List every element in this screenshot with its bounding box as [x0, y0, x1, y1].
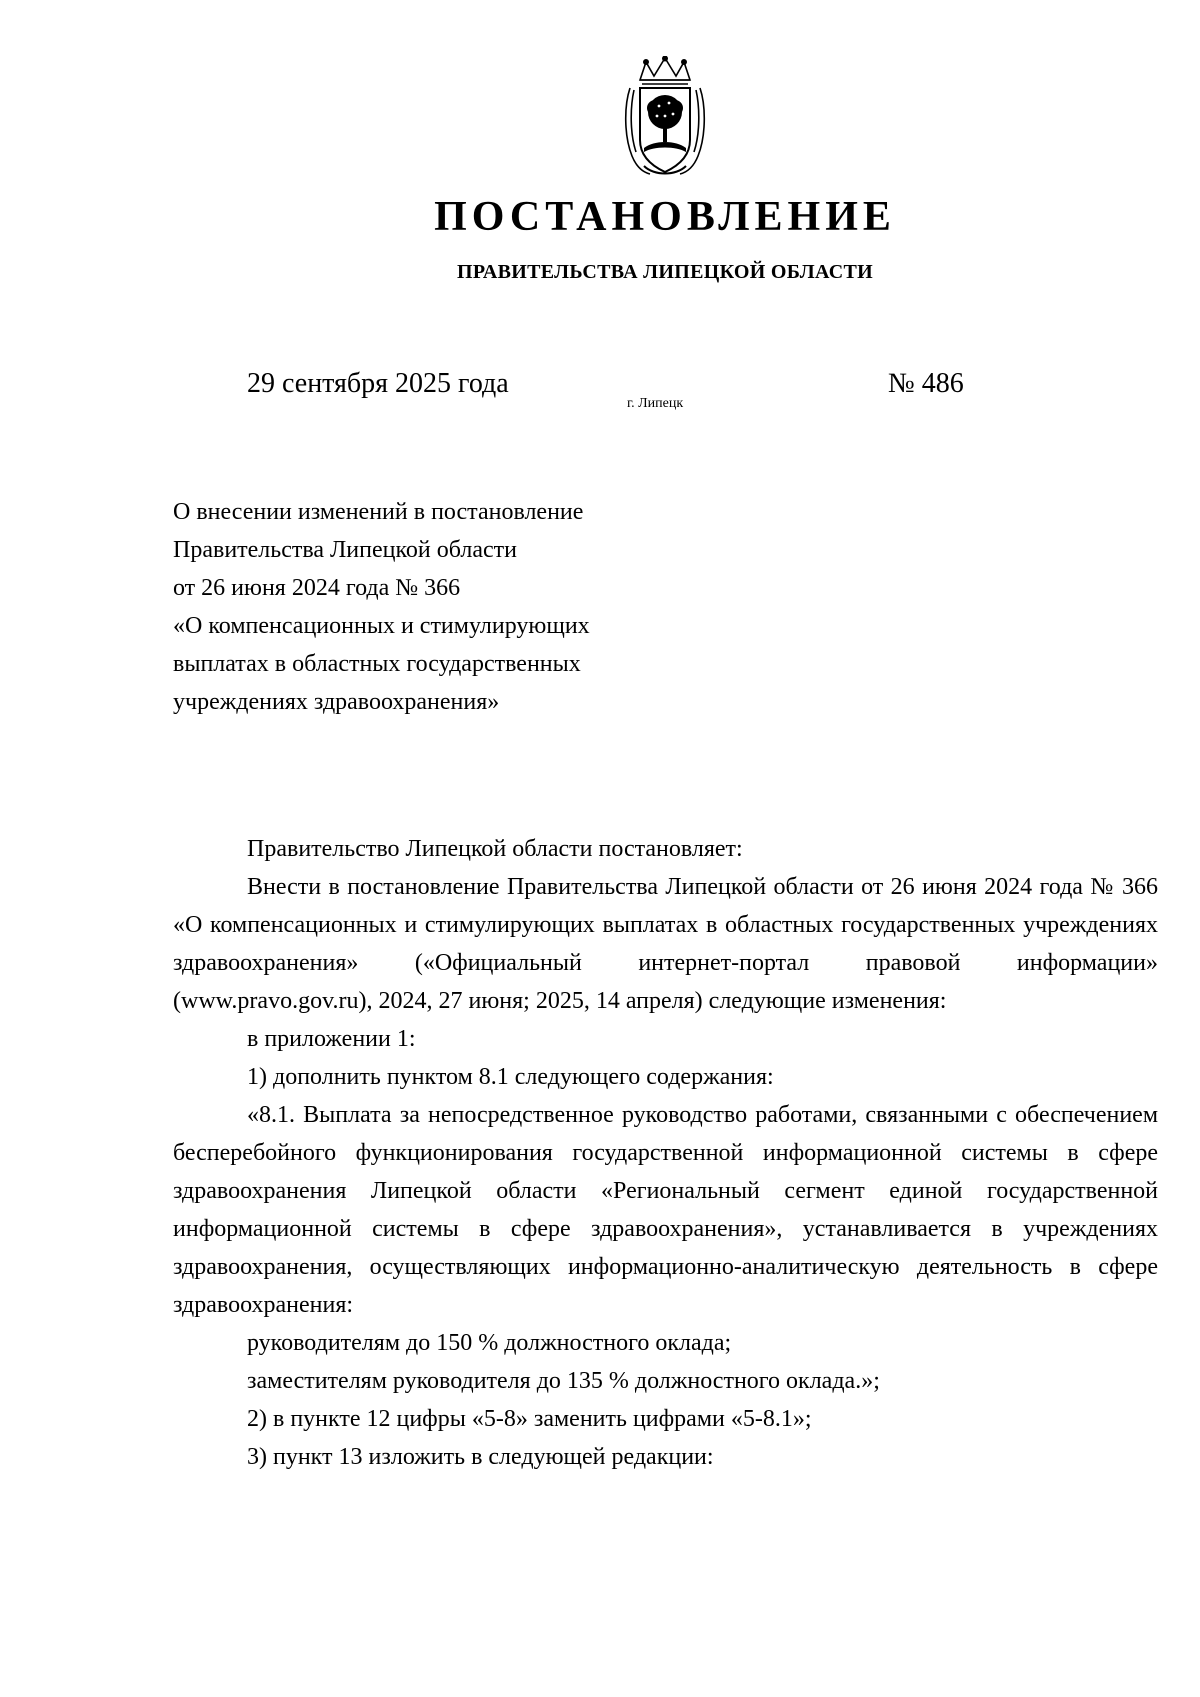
body-paragraph: руководителям до 150 % должностного оклада;	[247, 1330, 732, 1356]
issuing-authority: ПРАВИТЕЛЬСТВА ЛИПЕЦКОЙ ОБЛАСТИ	[457, 261, 873, 283]
document-subject	[173, 493, 590, 721]
body-paragraph: 1) дополнить пунктом 8.1 следующего содержания:	[247, 1064, 774, 1090]
document-number: № 486	[888, 368, 964, 399]
subject-line: от 26 июня 2024 года № 366	[173, 575, 461, 601]
body-paragraph: Правительство Липецкой области постановляет:	[247, 836, 743, 862]
body-paragraph: 3) пункт 13 изложить в следующей редакции:	[247, 1444, 714, 1470]
body-paragraph: «8.1. Выплата за непосредственное руководство работами, связанными с обеспечением бесперебойного функционирования государственной информационной системы в сфере здравоохранения Липецкой области «Региональный сегмент единой государственной информационной системы в сфере здравоохранения», устанавливается в учреждениях здравоохранения, осуществляющих информационно-аналитическую деятельность в сфере здравоохранения:	[173, 1102, 1158, 1318]
document-body	[173, 830, 1158, 1476]
subject-line: Правительства Липецкой области	[173, 537, 518, 563]
body-paragraph: 2) в пункте 12 цифры «5-8» заменить цифрами «5-8.1»;	[247, 1406, 812, 1432]
body-paragraph: в приложении 1:	[247, 1026, 416, 1052]
document-title: ПОСТАНОВЛЕНИЕ	[434, 194, 896, 240]
body-paragraph: заместителям руководителя до 135 % должностного оклада.»;	[247, 1368, 880, 1394]
document-city: г. Липецк	[627, 396, 684, 411]
document-date: 29 сентября 2025 года	[247, 368, 509, 399]
lipetsk-coat-of-arms-icon	[622, 56, 708, 178]
subject-line: выплатах в областных государственных	[173, 651, 581, 677]
subject-line: О внесении изменений в постановление	[173, 499, 584, 525]
body-paragraph: Внести в постановление Правительства Липецкой области от 26 июня 2024 года № 366 «О компенсационных и стимулирующих выплатах в областных государственных учреждениях здравоохранения» («Официальный интернет-портал правовой информации» (www.pravo.gov.ru), 2024, 27 июня; 2025, 14 апреля) следующие изменения:	[173, 874, 1158, 1014]
subject-line: «О компенсационных и стимулирующих	[173, 613, 590, 639]
subject-line: учреждениях здравоохранения»	[173, 689, 500, 715]
